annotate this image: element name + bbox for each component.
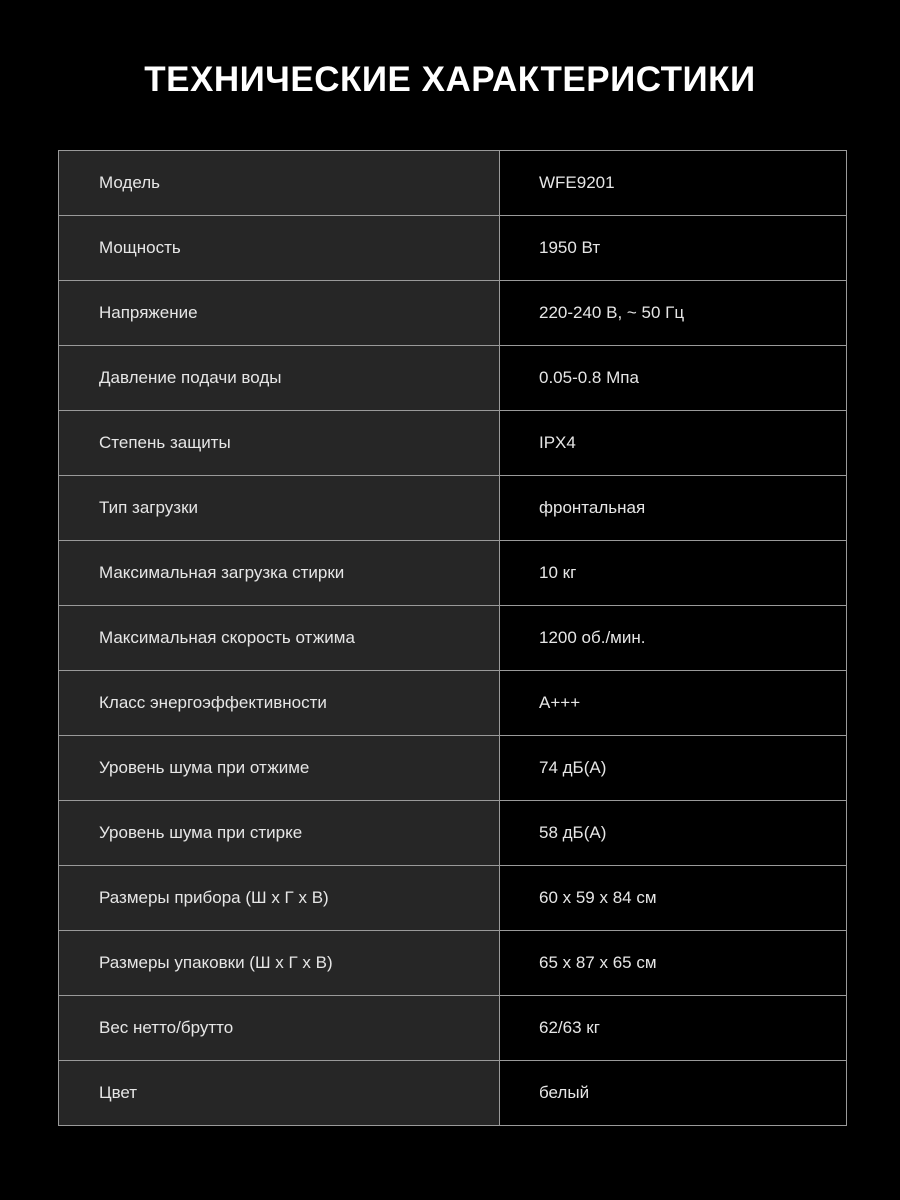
table-row bbox=[59, 606, 847, 671]
table-row bbox=[59, 346, 847, 411]
spec-label-water-pressure: Давление подачи воды bbox=[59, 346, 500, 411]
table-row bbox=[59, 541, 847, 606]
spec-label-power: Мощность bbox=[59, 216, 500, 281]
spec-label-max-load: Максимальная загрузка стирки bbox=[59, 541, 500, 606]
spec-value-spin-speed: 1200 об./мин. bbox=[500, 606, 847, 671]
spec-value-energy-class: A+++ bbox=[500, 671, 847, 736]
page-title: ТЕХНИЧЕСКИЕ ХАРАКТЕРИСТИКИ bbox=[144, 60, 756, 99]
spec-label-color: Цвет bbox=[59, 1061, 500, 1126]
table-row bbox=[59, 996, 847, 1061]
table-row bbox=[59, 736, 847, 801]
spec-label-spin-speed: Максимальная скорость отжима bbox=[59, 606, 500, 671]
spec-value-voltage: 220-240 В, ~ 50 Гц bbox=[500, 281, 847, 346]
spec-label-model: Модель bbox=[59, 151, 500, 216]
table-row bbox=[59, 281, 847, 346]
spec-value-model: WFE9201 bbox=[500, 151, 847, 216]
spec-value-max-load: 10 кг bbox=[500, 541, 847, 606]
spec-label-energy-class: Класс энергоэффективности bbox=[59, 671, 500, 736]
spec-label-wash-noise: Уровень шума при стирке bbox=[59, 801, 500, 866]
spec-label-package-dimensions: Размеры упаковки (Ш х Г х В) bbox=[59, 931, 500, 996]
spec-value-water-pressure: 0.05-0.8 Мпа bbox=[500, 346, 847, 411]
spec-label-voltage: Напряжение bbox=[59, 281, 500, 346]
specifications-table bbox=[58, 150, 847, 1126]
spec-value-power: 1950 Вт bbox=[500, 216, 847, 281]
spec-value-spin-noise: 74 дБ(А) bbox=[500, 736, 847, 801]
spec-value-protection: IPX4 bbox=[500, 411, 847, 476]
spec-value-color: белый bbox=[500, 1061, 847, 1126]
table-row bbox=[59, 151, 847, 216]
spec-value-wash-noise: 58 дБ(А) bbox=[500, 801, 847, 866]
table-row bbox=[59, 216, 847, 281]
spec-label-load-type: Тип загрузки bbox=[59, 476, 500, 541]
spec-value-load-type: фронтальная bbox=[500, 476, 847, 541]
spec-value-package-dimensions: 65 х 87 х 65 см bbox=[500, 931, 847, 996]
spec-value-weight: 62/63 кг bbox=[500, 996, 847, 1061]
table-row bbox=[59, 411, 847, 476]
table-row bbox=[59, 801, 847, 866]
spec-value-device-dimensions: 60 х 59 х 84 см bbox=[500, 866, 847, 931]
table-row bbox=[59, 671, 847, 736]
spec-label-spin-noise: Уровень шума при отжиме bbox=[59, 736, 500, 801]
spec-label-device-dimensions: Размеры прибора (Ш х Г х В) bbox=[59, 866, 500, 931]
spec-label-weight: Вес нетто/брутто bbox=[59, 996, 500, 1061]
table-row bbox=[59, 476, 847, 541]
table-row bbox=[59, 866, 847, 931]
table-row bbox=[59, 931, 847, 996]
spec-label-protection: Степень защиты bbox=[59, 411, 500, 476]
table-row bbox=[59, 1061, 847, 1126]
